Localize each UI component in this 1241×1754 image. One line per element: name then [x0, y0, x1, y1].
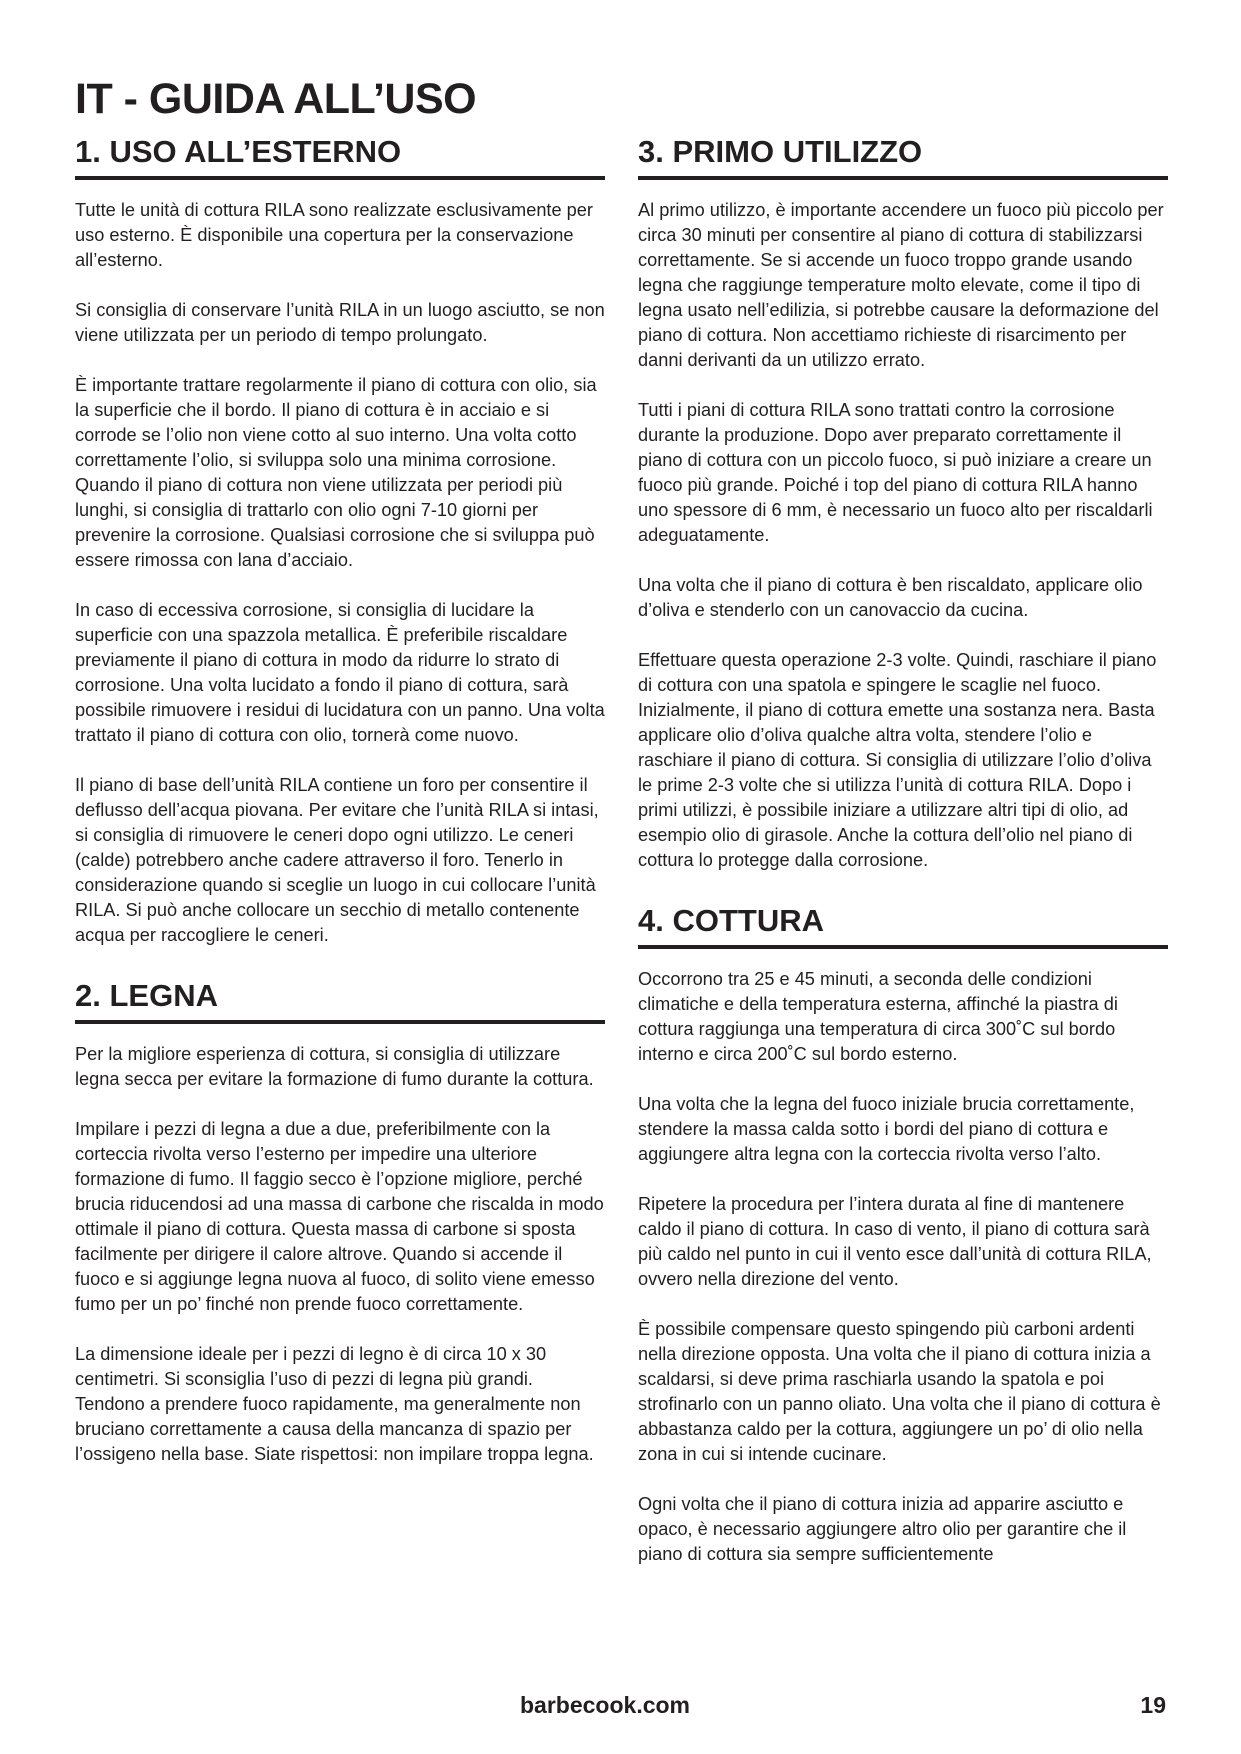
paragraph: Una volta che la legna del fuoco iniziale brucia correttamente, stendere la massa calda sotto i bordi del piano di cottura e aggiungere altra legna con la corteccia rivolta verso l’alto. — [638, 1094, 1135, 1164]
paragraph: Effettuare questa operazione 2-3 volte. Quindi, raschiare il piano di cottura con una spatola e spingere le scaglie nel fuoco. Inizialmente, il piano di cottura emette una sostanza nera. Basta applicare olio d’oliva qualche altra volta, stendere l’olio e raschiare il piano di cottura. Si consiglia di utilizzare l’olio d’oliva le prime 2-3 volte che si utilizza l’unità di cottura RILA. Dopo i primi utilizzi, è possibile iniziare a utilizzare altri tipi di olio, ad esempio olio di girasole. Anche la cottura dell’olio nel piano di cottura lo protegge dalla corrosione. — [638, 650, 1157, 870]
left-column — [75, 132, 605, 1485]
paragraph: Tutte le unità di cottura RILA sono realizzate esclusivamente per uso esterno. È disponibile una copertura per la conservazione all’esterno. — [75, 200, 593, 270]
paragraph: In caso di eccessiva corrosione, si consiglia di lucidare la superficie con una spazzola metallica. È preferibile riscaldare previamente il piano di cottura in modo da ridurre lo strato di corrosione. Una volta lucidato a fondo il piano di cottura, sarà possibile rimuovere i residui di lucidatura con un panno. Una volta trattato il piano di cottura con olio, tornerà come nuovo. — [75, 600, 605, 745]
paragraph: Si consiglia di conservare l’unità RILA in un luogo asciutto, se non viene utilizzata per un periodo di tempo prolungato. — [75, 300, 605, 345]
paragraph: Ripetere la procedura per l’intera durata al fine di mantenere caldo il piano di cottura. In caso di vento, il piano di cottura sarà più caldo nel punto in cui il vento esce dall’unità di cottura RILA, ovvero nella direzione del vento. — [638, 1194, 1152, 1289]
paragraph: È importante trattare regolarmente il piano di cottura con olio, sia la superficie che il bordo. Il piano di cottura è in acciaio e si corrode se l’olio non viene cotto al suo interno. Una volta cotto correttamente l’olio, si sviluppa solo una minima corrosione. Quando il piano di cottura non viene utilizzata per periodi più lunghi, si consiglia di trattarlo con olio ogni 7-10 giorni per prevenire la corrosione. Qualsiasi corrosione che si sviluppa può essere rimossa con lana d’acciaio. — [75, 375, 597, 570]
section-heading: 3. PRIMO UTILIZZO — [638, 132, 1168, 180]
page-title: IT - GUIDA ALL’USO — [75, 75, 477, 123]
section-outdoor-use — [75, 132, 605, 948]
page-number: 19 — [1140, 1692, 1166, 1718]
paragraph: Impilare i pezzi di legna a due a due, preferibilmente con la corteccia rivolta verso l’esterno per impedire una ulteriore formazione di fumo. Il faggio secco è l’opzione migliore, perché brucia riducendosi ad una massa di carbone che riscalda in modo ottimale il piano di cottura. Questa massa di carbone si sposta facilmente per dirigere il calore altrove. Quando si accende il fuoco e si aggiunge legna nuova al fuoco, di solito viene emesso fumo per un po’ finché non prende fuoco correttamente. — [75, 1119, 604, 1314]
paragraph: Al primo utilizzo, è importante accendere un fuoco più piccolo per circa 30 minuti per consentire al piano di cottura di stabilizzarsi correttamente. Se si accende un fuoco troppo grande usando legna che raggiunge temperature molto elevate, come il tipo di legna usato nell’edilizia, si potrebbe causare la deformazione del piano di cottura. Non accettiamo richieste di risarcimento per danni derivanti da un utilizzo errato. — [638, 200, 1164, 370]
paragraph: La dimensione ideale per i pezzi di legno è di circa 10 x 30 centimetri. Si sconsiglia l’uso di pezzi di legna più grandi. Tendono a prendere fuoco rapidamente, ma generalmente non bruciano correttamente a causa della mancanza di spazio per l’ossigeno nella base. Siate rispettosi: non impilare troppa legna. — [75, 1344, 594, 1464]
paragraph: Il piano di base dell’unità RILA contiene un foro per consentire il deflusso dell’acqua piovana. Per evitare che l’unità RILA si intasi, si consiglia di rimuovere le ceneri dopo ogni utilizzo. Le ceneri (calde) potrebbero anche cadere attraverso il foro. Tenerlo in considerazione quando si sceglie un luogo in cui collocare l’unità RILA. Si può anche collocare un secchio di metallo contenente acqua per raccogliere le ceneri. — [75, 775, 599, 945]
paragraph: Occorrono tra 25 e 45 minuti, a seconda delle condizioni climatiche e della temperatura esterna, affinché la piastra di cottura raggiunga una temperatura di circa 300˚C sul bordo interno e circa 200˚C sul bordo esterno. — [638, 969, 1118, 1064]
section-heading: 4. COTTURA — [638, 901, 1168, 949]
paragraph: È possibile compensare questo spingendo più carboni ardenti nella direzione opposta. Una volta che il piano di cottura inizia a scaldarsi, si deve prima raschiarla usando la spatola e poi strofinarlo con un panno oliato. Una volta che il piano di cottura è abbastanza caldo per la cottura, aggiungere un po’ di olio nella zona in cui si intende cucinare. — [638, 1319, 1161, 1464]
footer-url[interactable]: barbecook.com — [520, 1692, 690, 1718]
section-heading: 2. LEGNA — [75, 976, 605, 1024]
paragraph: Per la migliore esperienza di cottura, si consiglia di utilizzare legna secca per evitare la formazione di fumo durante la cottura. — [75, 1044, 594, 1089]
section-heading: 1. USO ALL’ESTERNO — [75, 132, 605, 180]
section-wood — [75, 976, 605, 1467]
section-cooking — [638, 901, 1168, 1567]
paragraph: Una volta che il piano di cottura è ben riscaldato, applicare olio d’oliva e stenderlo con un canovaccio da cucina. — [638, 575, 1143, 620]
paragraph: Tutti i piani di cottura RILA sono trattati contro la corrosione durante la produzione. Dopo aver preparato correttamente il piano di cottura con un piccolo fuoco, si può iniziare a creare un fuoco più grande. Poiché i top del piano di cottura RILA hanno uno spessore di 6 mm, è necessario un fuoco alto per riscaldarli adeguatamente. — [638, 400, 1153, 545]
section-first-use — [638, 132, 1168, 873]
paragraph: Ogni volta che il piano di cottura inizia ad apparire asciutto e opaco, è necessario aggiungere altro olio per garantire che il piano di cottura sia sempre sufficientemente — [638, 1494, 1127, 1564]
right-column — [638, 132, 1168, 1585]
